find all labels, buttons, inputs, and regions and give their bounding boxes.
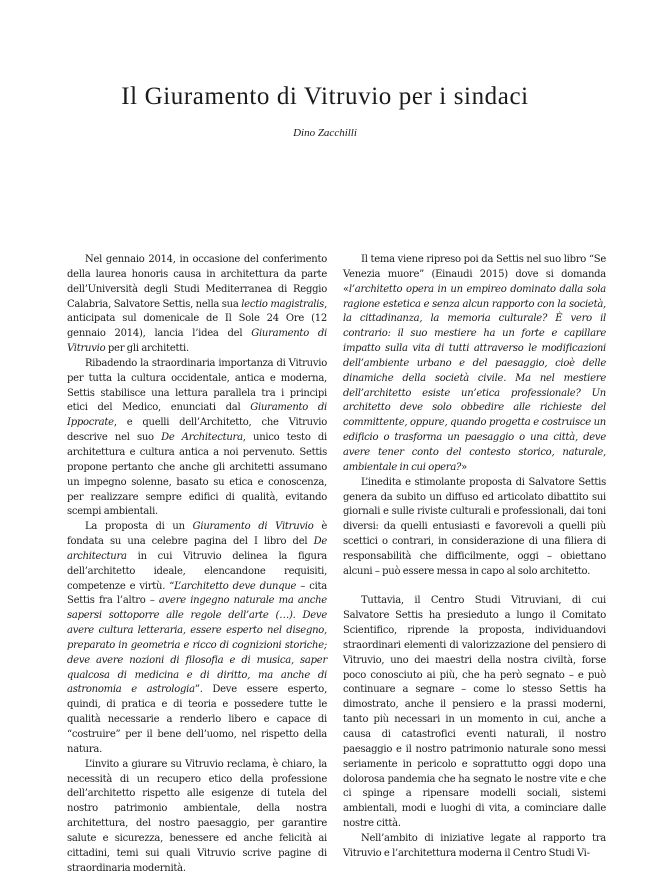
paragraph: L’invito a giurare su Vitruvio reclama, è chiaro, la necessità di un recupero etico della professione dell’architetto rispetto alle esigenze di tutela del nostro patrimonio ambientale, della nostra architettura, del nostro paesaggio, per garantire salute e sicurezza, benessere ed anche felicità ai cittadini, temi sui quali Vitruvio scrive pagine di straordinaria modernità. bbox=[67, 758, 327, 874]
paragraph: Tuttavia, il Centro Studi Vitruviani, di cui Salvatore Settis ha presieduto a lungo il Comitato Scientifico, riprende la proposta, individuandovi straordinari elementi di valorizzazione del pensiero di Vitruvio, uno dei maestri della nostra civiltà, forse poco conosciuto ai più, che ha però segnato – e può continuare a segnare – come lo stesso Settis ha dimostrato, anche il pensiero e la prassi moderni, tanto più necessari in un momento in cui, anche a causa di catastrofici eventi naturali, il nostro paesaggio e il nostro patrimonio naturale sono messi seriamente in pericolo e soprattutto oggi dopo una dolorosa pandemia che ha segnato le nostre vite e che ci spinge a ripensare modelli sociali, sistemi ambientali, modi e luoghi di vita, a cominciare dalle nostre città. bbox=[343, 595, 606, 830]
page-title: Il Giuramento di Vitruvio per i sindaci bbox=[121, 83, 529, 110]
paragraph: L’inedita e stimolante proposta di Salvatore Settis genera da subito un diffuso ed articolato dibattito sui giornali e sulle riviste culturali e professionali, dai toni diversi: da quelli entusiasti e favorevoli a quelli più scettici o contrari, in considerazione di una filiera di responsabilità che difficilmente, oggi – obiettano alcuni – può essere messa in capo al solo architetto. bbox=[343, 476, 606, 577]
paragraph: Nel gennaio 2014, in occasione del conferimento della laurea honoris causa in architettura da parte dell’Università degli Studi Mediterranea di Reggio Calabria, Salvatore Settis, nella sua lectio magistralis, anticipata sul domenicale de Il Sole 24 Ore (12 gennaio 2014), lancia l’idea del Giuramento di Vitruvio per gli architetti. bbox=[67, 254, 327, 355]
left-column bbox=[67, 253, 327, 876]
paragraph: Ribadendo la straordinaria importanza di Vitruvio per tutta la cultura occidentale, antica e moderna, Settis stabilisce una lettura parallela tra i principi etici del Medico, enunciati dal Giuramento di Ippocrate, e quelli dell’Architetto, che Vitruvio descrive nel suo De Architectura, unico testo di architettura e cultura antica a noi pervenuto. Settis propone pertanto che anche gli architetti assumano un impegno solenne, basato su etica e conoscenza, per realizzare sempre edifici di qualità, evitando scempi ambientali. bbox=[67, 357, 327, 518]
paragraph: La proposta di un Giuramento di Vitruvio è fondata su una celebre pagina del I libro del De architectura in cui Vitruvio delinea la figura dell’architetto ideale, elencandone requisiti, competenze e virtù. “L’architetto deve dunque – cita Settis fra l’altro – avere ingegno naturale ma anche sapersi sottoporre alle regole dell’arte (…). Deve avere cultura letteraria, essere esperto nel disegno, preparato in geometria e ricco di cognizioni storiche; deve avere nozioni di filosofia e di musica, saper qualcosa di medicina e di diritto, ma anche di astronomia e astrologia”. Deve essere esperto, quindi, di pratica e di teoria e possedere tutte le qualità necessarie a renderlo libero e capace di “costruire” per il bene dell’uomo, nel rispetto della natura. bbox=[67, 521, 328, 755]
right-column bbox=[343, 253, 606, 862]
paragraph: Nell’ambito di iniziative legate al rapporto tra Vitruvio e l’architettura moderna il Centro Studi Vi- bbox=[343, 832, 606, 859]
author-name: Dino Zacchilli bbox=[293, 127, 357, 139]
paragraph: Il tema viene ripreso poi da Settis nel suo libro “Se Venezia muore” (Einaudi 2015) dove si domanda «l’architetto opera in un empireo dominato dalla sola ragione estetica e senza alcun rapporto con la società, la cittadinanza, la memoria culturale? È vero il contrario: il suo mestiere ha un forte e capillare impatto sulla vita di tutti attraverso le modificazioni dell’ambiente urbano e del paesaggio, cioè delle dinamiche della società civile. Ma nel mestiere dell’architetto esiste un’etica professionale? Un architetto deve solo obbedire alle richieste del committente, oppure, quando progetta e costruisce un edificio o trasforma un paesaggio o una città, deve avere tener conto del contesto storico, naturale, ambientale in cui opera?» bbox=[343, 254, 606, 473]
